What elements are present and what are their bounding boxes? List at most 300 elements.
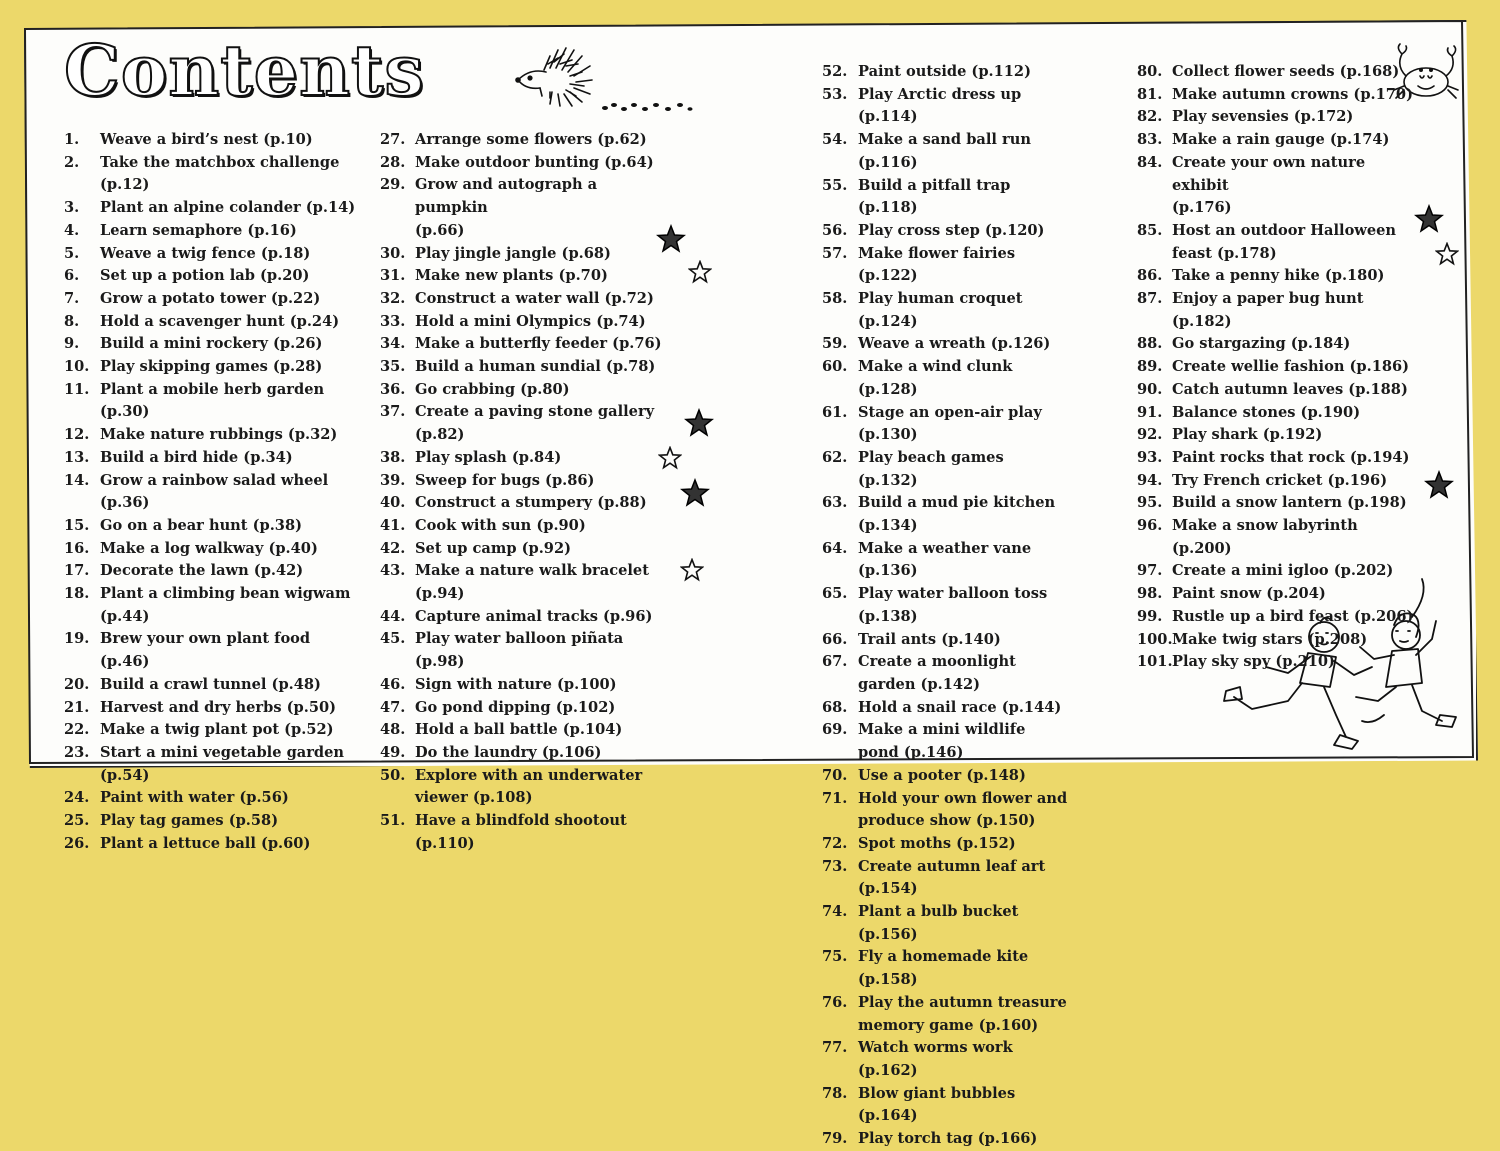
entry-title: Build a human sundial (p.78) bbox=[415, 358, 656, 376]
entry-title-continued: (p.66) bbox=[415, 221, 465, 239]
contents-entry bbox=[64, 197, 364, 220]
entry-number: 62. bbox=[822, 448, 848, 466]
entry-title: Hold your own flower and bbox=[858, 789, 1068, 807]
contents-entry bbox=[380, 333, 675, 356]
entry-title: Stage an open-air play (p.130) bbox=[858, 403, 1042, 444]
contents-entry bbox=[1137, 606, 1437, 629]
entry-title: Do the laundry (p.106) bbox=[415, 743, 602, 761]
entry-title: Balance stones (p.190) bbox=[1172, 403, 1361, 421]
entry-number: 93. bbox=[1137, 448, 1163, 466]
contents-entry bbox=[64, 719, 364, 742]
entry-number: 38. bbox=[380, 448, 406, 466]
contents-entry bbox=[380, 470, 675, 493]
contents-entry bbox=[64, 674, 364, 697]
contents-entry bbox=[1137, 651, 1437, 674]
contents-entry bbox=[64, 356, 364, 379]
entry-number: 61. bbox=[822, 403, 848, 421]
entry-number: 10. bbox=[64, 358, 90, 376]
entry-number: 5. bbox=[64, 244, 80, 262]
entry-title: Play sevensies (p.172) bbox=[1172, 108, 1354, 126]
entry-title: Play splash (p.84) bbox=[415, 448, 562, 466]
entry-number: 44. bbox=[380, 607, 406, 625]
entry-number: 15. bbox=[64, 516, 90, 534]
entry-title: Take the matchbox challenge (p.12) bbox=[100, 153, 340, 194]
contents-entry bbox=[64, 787, 364, 810]
contents-entry-continuation bbox=[822, 810, 1122, 833]
entry-title: Play water balloon toss (p.138) bbox=[858, 585, 1048, 625]
entry-number: 6. bbox=[64, 267, 80, 285]
contents-entry bbox=[1137, 356, 1437, 379]
entry-number: 71. bbox=[822, 789, 848, 807]
entry-number: 90. bbox=[1137, 380, 1163, 398]
contents-entry bbox=[64, 470, 364, 515]
entry-number: 91. bbox=[1137, 403, 1163, 421]
entry-title: Make a log walkway (p.40) bbox=[100, 539, 318, 557]
entry-title: Paint snow (p.204) bbox=[1172, 585, 1326, 603]
entry-title: Make a wind clunk (p.128) bbox=[858, 358, 1013, 398]
entry-title: Go stargazing (p.184) bbox=[1172, 335, 1351, 353]
entry-title-continued: viewer (p.108) bbox=[415, 789, 533, 807]
entry-number: 70. bbox=[822, 766, 848, 784]
entry-number: 28. bbox=[380, 153, 406, 171]
entry-number: 50. bbox=[380, 766, 406, 784]
entry-title: Play water balloon piñata (p.98) bbox=[415, 630, 624, 671]
entry-title: Make a butterfly feeder (p.76) bbox=[415, 335, 662, 353]
contents-entry bbox=[64, 379, 364, 424]
contents-entry bbox=[1137, 265, 1437, 288]
hedgehog-illustration bbox=[510, 42, 700, 122]
contents-entry bbox=[822, 1128, 1122, 1151]
entry-title: Build a mud pie kitchen (p.134) bbox=[858, 494, 1056, 535]
contents-entry-continuation bbox=[822, 1015, 1122, 1038]
contents-column-1 bbox=[64, 129, 364, 856]
entry-number: 54. bbox=[822, 131, 848, 149]
contents-entry bbox=[380, 401, 675, 446]
entry-title: Create a moonlight garden (p.142) bbox=[858, 653, 1016, 693]
entry-title: Hold a scavenger hunt (p.24) bbox=[100, 312, 340, 330]
entry-number: 81. bbox=[1137, 85, 1163, 103]
entry-title: Build a crawl tunnel (p.48) bbox=[100, 675, 321, 693]
contents-entry bbox=[64, 742, 364, 787]
contents-entry bbox=[380, 152, 675, 175]
page-title: Contents bbox=[64, 29, 425, 112]
contents-entry bbox=[1137, 583, 1437, 606]
entry-number: 4. bbox=[64, 221, 80, 239]
entry-title: Create autumn leaf art (p.154) bbox=[858, 857, 1046, 898]
entry-title: Sweep for bugs (p.86) bbox=[415, 471, 595, 489]
entry-number: 65. bbox=[822, 585, 848, 603]
contents-entry bbox=[380, 311, 675, 334]
entry-number: 3. bbox=[64, 199, 80, 217]
entry-number: 30. bbox=[380, 244, 406, 262]
entry-title: Plant a climbing bean wigwam bbox=[100, 585, 351, 603]
entry-number: 96. bbox=[1137, 517, 1163, 535]
star-icon bbox=[680, 478, 710, 508]
contents-entry bbox=[64, 515, 364, 538]
entry-number: 33. bbox=[380, 312, 406, 330]
entry-number: 9. bbox=[64, 335, 80, 353]
contents-entry bbox=[380, 492, 675, 515]
entry-number: 12. bbox=[64, 426, 90, 444]
star-icon bbox=[688, 260, 712, 284]
entry-number: 21. bbox=[64, 698, 90, 716]
contents-entry bbox=[822, 583, 1122, 628]
entry-title: Make a rain gauge (p.174) bbox=[1172, 131, 1390, 149]
contents-entry bbox=[380, 356, 675, 379]
entry-number: 58. bbox=[822, 290, 848, 308]
entry-title-continued: memory game (p.160) bbox=[858, 1016, 1039, 1034]
entry-number: 98. bbox=[1137, 585, 1163, 603]
entry-title: Paint outside (p.112) bbox=[858, 63, 1031, 80]
entry-number: 80. bbox=[1137, 63, 1163, 80]
entry-title-continued: feast (p.178) bbox=[1172, 244, 1277, 262]
entry-number: 34. bbox=[380, 335, 406, 353]
entry-number: 16. bbox=[64, 539, 90, 557]
contents-entry bbox=[380, 628, 675, 673]
entry-title: Make a twig plant pot (p.52) bbox=[100, 721, 334, 739]
contents-entry bbox=[822, 492, 1122, 537]
contents-entry bbox=[380, 288, 675, 311]
contents-entry bbox=[822, 84, 1122, 129]
entry-number: 72. bbox=[822, 834, 848, 852]
entry-number: 83. bbox=[1137, 131, 1163, 149]
entry-number: 7. bbox=[64, 289, 80, 307]
entry-number: 76. bbox=[822, 993, 848, 1011]
entry-title: Hold a snail race (p.144) bbox=[858, 698, 1062, 716]
entry-title: Make a mini wildlife pond (p.146) bbox=[858, 721, 1026, 762]
contents-entry bbox=[1137, 402, 1437, 425]
entry-number: 48. bbox=[380, 721, 406, 739]
entry-title: Create wellie fashion (p.186) bbox=[1172, 358, 1410, 376]
contents-entry bbox=[822, 1083, 1122, 1128]
entry-title: Build a snow lantern (p.198) bbox=[1172, 494, 1407, 512]
entry-title: Capture animal tracks (p.96) bbox=[415, 607, 653, 625]
contents-entry-continuation bbox=[1137, 197, 1437, 220]
contents-entry bbox=[822, 788, 1122, 811]
entry-title: Play shark (p.192) bbox=[1172, 426, 1323, 444]
contents-entry-continuation bbox=[380, 220, 675, 243]
contents-entry bbox=[64, 311, 364, 334]
entry-title: Play sky spy (p.210) bbox=[1172, 653, 1335, 671]
entry-title: Play the autumn treasure bbox=[858, 993, 1067, 1011]
entry-number: 22. bbox=[64, 721, 90, 739]
entry-title: Grow a rainbow salad wheel (p.36) bbox=[100, 471, 329, 512]
entry-number: 101. bbox=[1137, 653, 1173, 671]
contents-entry bbox=[822, 356, 1122, 401]
entry-number: 14. bbox=[64, 471, 90, 489]
contents-entry bbox=[1137, 129, 1437, 152]
contents-entry bbox=[380, 719, 675, 742]
contents-entry bbox=[64, 810, 364, 833]
entry-title: Go crabbing (p.80) bbox=[415, 380, 570, 398]
entry-number: 66. bbox=[822, 630, 848, 648]
entry-title: Blow giant bubbles (p.164) bbox=[858, 1084, 1016, 1125]
entry-title: Make nature rubbings (p.32) bbox=[100, 426, 338, 444]
entry-title: Collect flower seeds (p.168) bbox=[1172, 63, 1400, 80]
contents-entry bbox=[822, 765, 1122, 788]
contents-entry bbox=[1137, 424, 1437, 447]
contents-entry bbox=[1137, 152, 1437, 197]
contents-entry bbox=[822, 61, 1122, 84]
entry-number: 49. bbox=[380, 743, 406, 761]
contents-entry bbox=[64, 152, 364, 197]
star-icon bbox=[1435, 242, 1459, 266]
contents-entry bbox=[64, 243, 364, 266]
entry-number: 20. bbox=[64, 675, 90, 693]
entry-number: 69. bbox=[822, 721, 848, 739]
entry-number: 29. bbox=[380, 176, 406, 194]
entry-number: 56. bbox=[822, 221, 848, 239]
entry-number: 19. bbox=[64, 630, 90, 648]
contents-entry bbox=[380, 129, 675, 152]
entry-title: Make a snow labyrinth (p.200) bbox=[1172, 517, 1358, 557]
contents-entry bbox=[380, 697, 675, 720]
entry-number: 87. bbox=[1137, 290, 1163, 308]
entry-title: Play cross step (p.120) bbox=[858, 221, 1045, 239]
contents-entry bbox=[64, 424, 364, 447]
entry-title: Sign with nature (p.100) bbox=[415, 675, 617, 693]
contents-entry bbox=[822, 288, 1122, 333]
contents-entry bbox=[1137, 84, 1437, 107]
entry-number: 24. bbox=[64, 789, 90, 807]
entry-number: 1. bbox=[64, 131, 80, 148]
entry-title: Grow and autograph a pumpkin bbox=[415, 176, 598, 217]
entry-number: 47. bbox=[380, 698, 406, 716]
entry-title: Trail ants (p.140) bbox=[858, 630, 1001, 648]
entry-title: Grow a potato tower (p.22) bbox=[100, 289, 321, 307]
contents-entry bbox=[64, 265, 364, 288]
entry-title-continued: (p.44) bbox=[100, 607, 150, 625]
contents-entry-continuation bbox=[64, 606, 364, 629]
contents-entry bbox=[822, 719, 1122, 764]
contents-entry bbox=[380, 560, 675, 605]
contents-entry bbox=[1137, 560, 1437, 583]
entry-title: Play skipping games (p.28) bbox=[100, 358, 323, 376]
entry-title: Make a weather vane (p.136) bbox=[858, 539, 1032, 580]
entry-title: Go pond dipping (p.102) bbox=[415, 698, 616, 716]
entry-number: 2. bbox=[64, 153, 80, 171]
entry-number: 26. bbox=[64, 834, 90, 852]
entry-title: Make twig stars (p.208) bbox=[1172, 630, 1368, 648]
star-icon bbox=[684, 408, 714, 438]
entry-number: 60. bbox=[822, 358, 848, 376]
contents-entry bbox=[64, 697, 364, 720]
entry-number: 41. bbox=[380, 516, 406, 534]
entry-title: Build a pitfall trap (p.118) bbox=[858, 176, 1011, 217]
entry-title: Have a blindfold shootout (p.110) bbox=[415, 812, 627, 852]
contents-entry bbox=[64, 333, 364, 356]
entry-title: Play beach games (p.132) bbox=[858, 448, 1004, 489]
entry-number: 11. bbox=[64, 380, 90, 398]
entry-title: Try French cricket (p.196) bbox=[1172, 471, 1388, 489]
entry-title: Learn semaphore (p.16) bbox=[100, 221, 297, 239]
entry-title: Weave a wreath (p.126) bbox=[858, 335, 1051, 353]
entry-number: 57. bbox=[822, 244, 848, 262]
entry-title: Construct a stumpery (p.88) bbox=[415, 494, 647, 512]
entry-number: 82. bbox=[1137, 108, 1163, 126]
contents-entry bbox=[64, 583, 364, 606]
entry-number: 36. bbox=[380, 380, 406, 398]
entry-number: 79. bbox=[822, 1130, 848, 1148]
contents-column-2 bbox=[380, 129, 675, 856]
contents-entry bbox=[380, 174, 675, 219]
contents-entry bbox=[822, 538, 1122, 583]
entry-number: 85. bbox=[1137, 221, 1163, 239]
contents-entry bbox=[822, 1037, 1122, 1082]
entry-title: Construct a water wall (p.72) bbox=[415, 289, 654, 307]
entry-number: 45. bbox=[380, 630, 406, 648]
entry-number: 46. bbox=[380, 675, 406, 693]
entry-number: 42. bbox=[380, 539, 406, 557]
entry-title: Brew your own plant food (p.46) bbox=[100, 630, 311, 671]
entry-number: 53. bbox=[822, 85, 848, 103]
entry-title: Paint rocks that rock (p.194) bbox=[1172, 448, 1410, 466]
entry-number: 99. bbox=[1137, 607, 1163, 625]
entry-number: 73. bbox=[822, 857, 848, 875]
entry-title: Set up camp (p.92) bbox=[415, 539, 572, 557]
contents-entry bbox=[64, 538, 364, 561]
entry-number: 25. bbox=[64, 812, 90, 830]
entry-title: Spot moths (p.152) bbox=[858, 834, 1016, 852]
entry-title: Decorate the lawn (p.42) bbox=[100, 562, 304, 580]
entry-title: Go on a bear hunt (p.38) bbox=[100, 516, 303, 534]
contents-entry bbox=[1137, 629, 1437, 652]
star-icon bbox=[680, 558, 704, 582]
entry-title: Enjoy a paper bug hunt (p.182) bbox=[1172, 290, 1364, 330]
entry-title: Harvest and dry herbs (p.50) bbox=[100, 698, 337, 716]
contents-entry bbox=[1137, 106, 1437, 129]
contents-entry bbox=[822, 447, 1122, 492]
contents-entry-continuation bbox=[380, 787, 675, 810]
entry-number: 18. bbox=[64, 585, 90, 603]
entry-number: 51. bbox=[380, 812, 406, 830]
contents-entry bbox=[822, 946, 1122, 991]
entry-title: Make a sand ball run (p.116) bbox=[858, 131, 1031, 171]
entry-title: Build a bird hide (p.34) bbox=[100, 448, 293, 466]
entry-number: 94. bbox=[1137, 471, 1163, 489]
contents-entry bbox=[1137, 220, 1437, 243]
contents-entry-continuation bbox=[1137, 243, 1437, 266]
entry-title: Host an outdoor Halloween bbox=[1172, 221, 1397, 239]
contents-entry bbox=[822, 220, 1122, 243]
entry-title: Fly a homemade kite (p.158) bbox=[858, 948, 1029, 989]
entry-title: Make autumn crowns (p.170) bbox=[1172, 85, 1413, 103]
contents-entry bbox=[380, 515, 675, 538]
entry-title-continued: produce show (p.150) bbox=[858, 812, 1036, 830]
contents-entry bbox=[380, 379, 675, 402]
contents-entry bbox=[1137, 333, 1437, 356]
entry-title: Plant a bulb bucket (p.156) bbox=[858, 903, 1019, 943]
entry-title: Create your own nature exhibit bbox=[1172, 153, 1366, 194]
entry-title: Play human croquet (p.124) bbox=[858, 290, 1023, 330]
entry-number: 84. bbox=[1137, 153, 1163, 171]
contents-entry bbox=[64, 833, 364, 856]
entry-number: 92. bbox=[1137, 426, 1163, 444]
contents-entry bbox=[64, 129, 364, 152]
entry-number: 8. bbox=[64, 312, 80, 330]
contents-entry bbox=[822, 992, 1122, 1015]
entry-number: 32. bbox=[380, 289, 406, 307]
contents-entry bbox=[822, 629, 1122, 652]
entry-title: Take a penny hike (p.180) bbox=[1172, 267, 1385, 285]
contents-entry bbox=[380, 243, 675, 266]
entry-title: Play tag games (p.58) bbox=[100, 812, 279, 830]
contents-entry bbox=[64, 447, 364, 470]
entry-number: 77. bbox=[822, 1039, 848, 1057]
entry-number: 52. bbox=[822, 63, 848, 80]
contents-entry bbox=[822, 856, 1122, 901]
contents-entry bbox=[1137, 470, 1437, 493]
contents-entry bbox=[822, 651, 1122, 696]
contents-entry bbox=[64, 628, 364, 673]
contents-entry bbox=[380, 810, 675, 855]
contents-entry bbox=[822, 697, 1122, 720]
entry-title: Make a nature walk bracelet (p.94) bbox=[415, 562, 649, 603]
contents-entry bbox=[380, 538, 675, 561]
entry-title: Make outdoor bunting (p.64) bbox=[415, 153, 654, 171]
entry-title: Paint with water (p.56) bbox=[100, 789, 289, 807]
entry-number: 86. bbox=[1137, 267, 1163, 285]
entry-number: 55. bbox=[822, 176, 848, 194]
contents-entry bbox=[1137, 447, 1437, 470]
contents-entry bbox=[1137, 379, 1437, 402]
contents-entry bbox=[1137, 492, 1437, 515]
contents-entry bbox=[380, 606, 675, 629]
entry-number: 68. bbox=[822, 698, 848, 716]
entry-title: Plant a lettuce ball (p.60) bbox=[100, 834, 311, 852]
entry-title: Create a paving stone gallery (p.82) bbox=[415, 403, 655, 444]
entry-title: Start a mini vegetable garden (p.54) bbox=[100, 743, 345, 784]
entry-number: 75. bbox=[822, 948, 848, 966]
contents-entry bbox=[1137, 288, 1437, 333]
contents-entry bbox=[380, 447, 675, 470]
entry-number: 100. bbox=[1137, 630, 1173, 648]
entry-title: Set up a potion lab (p.20) bbox=[100, 267, 310, 285]
entry-title: Weave a bird’s nest (p.10) bbox=[100, 131, 313, 148]
entry-number: 35. bbox=[380, 358, 406, 376]
entry-title: Make new plants (p.70) bbox=[415, 267, 608, 285]
entry-number: 39. bbox=[380, 471, 406, 489]
entry-number: 95. bbox=[1137, 494, 1163, 512]
entry-title: Plant a mobile herb garden (p.30) bbox=[100, 380, 325, 421]
contents-entry bbox=[822, 901, 1122, 946]
entry-number: 37. bbox=[380, 403, 406, 421]
contents-entry bbox=[822, 333, 1122, 356]
contents-entry bbox=[822, 129, 1122, 174]
entry-number: 88. bbox=[1137, 335, 1163, 353]
entry-title-continued: (p.176) bbox=[1172, 199, 1232, 217]
entry-title: Play Arctic dress up (p.114) bbox=[858, 85, 1022, 126]
entry-title: Build a mini rockery (p.26) bbox=[100, 335, 323, 353]
entry-title: Catch autumn leaves (p.188) bbox=[1172, 380, 1408, 398]
entry-title: Weave a twig fence (p.18) bbox=[100, 244, 311, 262]
contents-entry bbox=[1137, 61, 1437, 84]
contents-entry bbox=[64, 288, 364, 311]
entry-number: 27. bbox=[380, 131, 406, 148]
contents-entry bbox=[380, 265, 675, 288]
entry-number: 40. bbox=[380, 494, 406, 512]
contents-entry bbox=[380, 674, 675, 697]
entry-number: 74. bbox=[822, 903, 848, 921]
entry-number: 64. bbox=[822, 539, 848, 557]
entry-title: Hold a mini Olympics (p.74) bbox=[415, 312, 646, 330]
entry-number: 59. bbox=[822, 335, 848, 353]
entry-number: 43. bbox=[380, 562, 406, 580]
entry-title: Rustle up a bird feast (p.206) bbox=[1172, 607, 1414, 625]
entry-number: 89. bbox=[1137, 358, 1163, 376]
entry-title: Hold a ball battle (p.104) bbox=[415, 721, 623, 739]
entry-title: Explore with an underwater bbox=[415, 766, 643, 784]
